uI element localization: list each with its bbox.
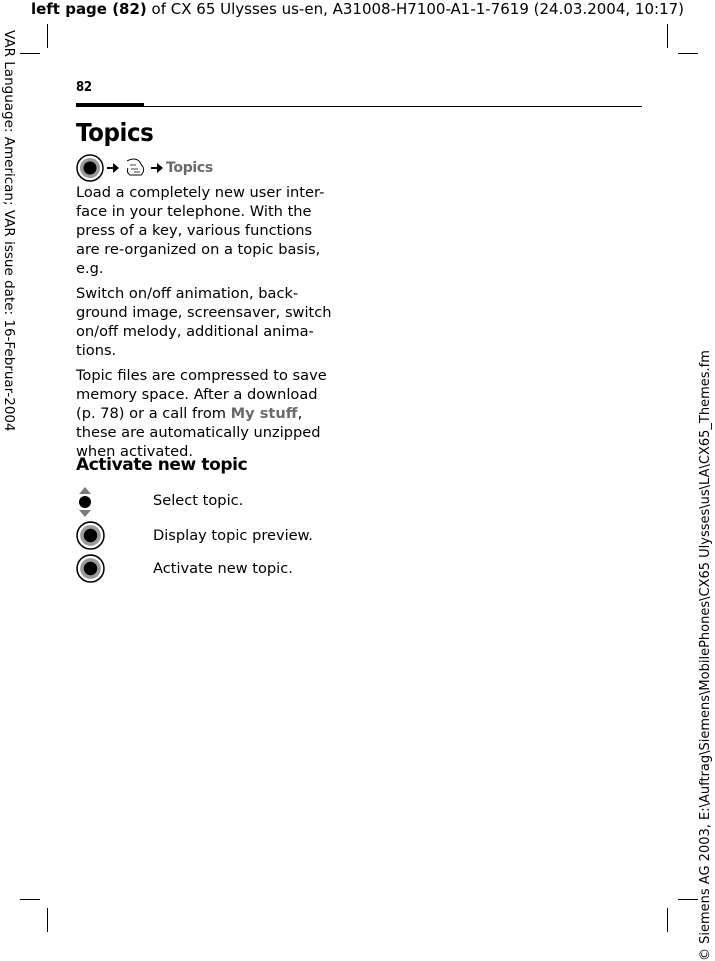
my-stuff-menu-ref: My stuff: [230, 405, 298, 422]
crop-mark: [47, 908, 48, 932]
step-text: Activate new topic.: [153, 560, 293, 577]
step-text: Select topic.: [153, 492, 244, 509]
paragraph-text: , these are automatically unzipped when activated.: [76, 405, 321, 460]
header-rule: [76, 106, 642, 107]
joystick-press-icon: [76, 554, 105, 583]
left-margin-note: [0, 30, 18, 432]
crop-mark: [20, 53, 40, 54]
crop-mark: [678, 53, 698, 54]
paragraph-text: Topic files are compressed to save memory space. After a download (p. 78) or a call from: [76, 367, 327, 422]
menu-path: [76, 154, 213, 182]
right-margin-text: © Siemens AG 2003, E:\Auftrag\Siemens\MobilePhones\CX65 Ulysses\us\LA\CX65_Themes.fm: [698, 350, 713, 961]
header-bold: left page (82): [30, 0, 147, 18]
paragraph: Switch on/off animation, back-ground image, screensaver, switch on/off melody, additional anima-tions.: [76, 285, 332, 359]
left-margin-text: VAR Language: American; VAR issue date: 16-Februar-2004: [1, 30, 17, 432]
page-header: [0, 0, 715, 18]
header-rest: of CX 65 Ulysses us-en, A31008-H7100-A1-1-7619 (24.03.2004, 10:17): [146, 0, 685, 18]
crop-mark: [20, 899, 40, 900]
step-row: [76, 521, 376, 551]
crop-mark: [47, 24, 48, 48]
joystick-up-down-icon: [76, 486, 94, 518]
menu-path-label: Topics: [166, 160, 213, 176]
step-text: Display topic preview.: [153, 527, 313, 544]
crop-mark: [667, 24, 668, 48]
joystick-press-icon: [76, 154, 104, 182]
body-text: [76, 183, 338, 467]
arrow-icon: [106, 161, 120, 175]
page-title: Topics: [76, 118, 154, 147]
page-number: 82: [76, 80, 92, 95]
joystick-press-icon: [76, 521, 105, 550]
right-margin-note: [697, 350, 715, 961]
paragraph: [76, 366, 338, 461]
crop-mark: [678, 899, 698, 900]
paragraph: Load a completely new user inter-face in your telephone. With the press of a key, various functions are re-organized on a topic basis, e.g.: [76, 184, 325, 277]
menu-symbol-icon: [122, 155, 148, 181]
arrow-icon: [150, 161, 164, 175]
step-row: [76, 554, 376, 584]
section-heading: Activate new topic: [76, 455, 248, 475]
step-row: [76, 486, 376, 516]
crop-mark: [667, 908, 668, 932]
